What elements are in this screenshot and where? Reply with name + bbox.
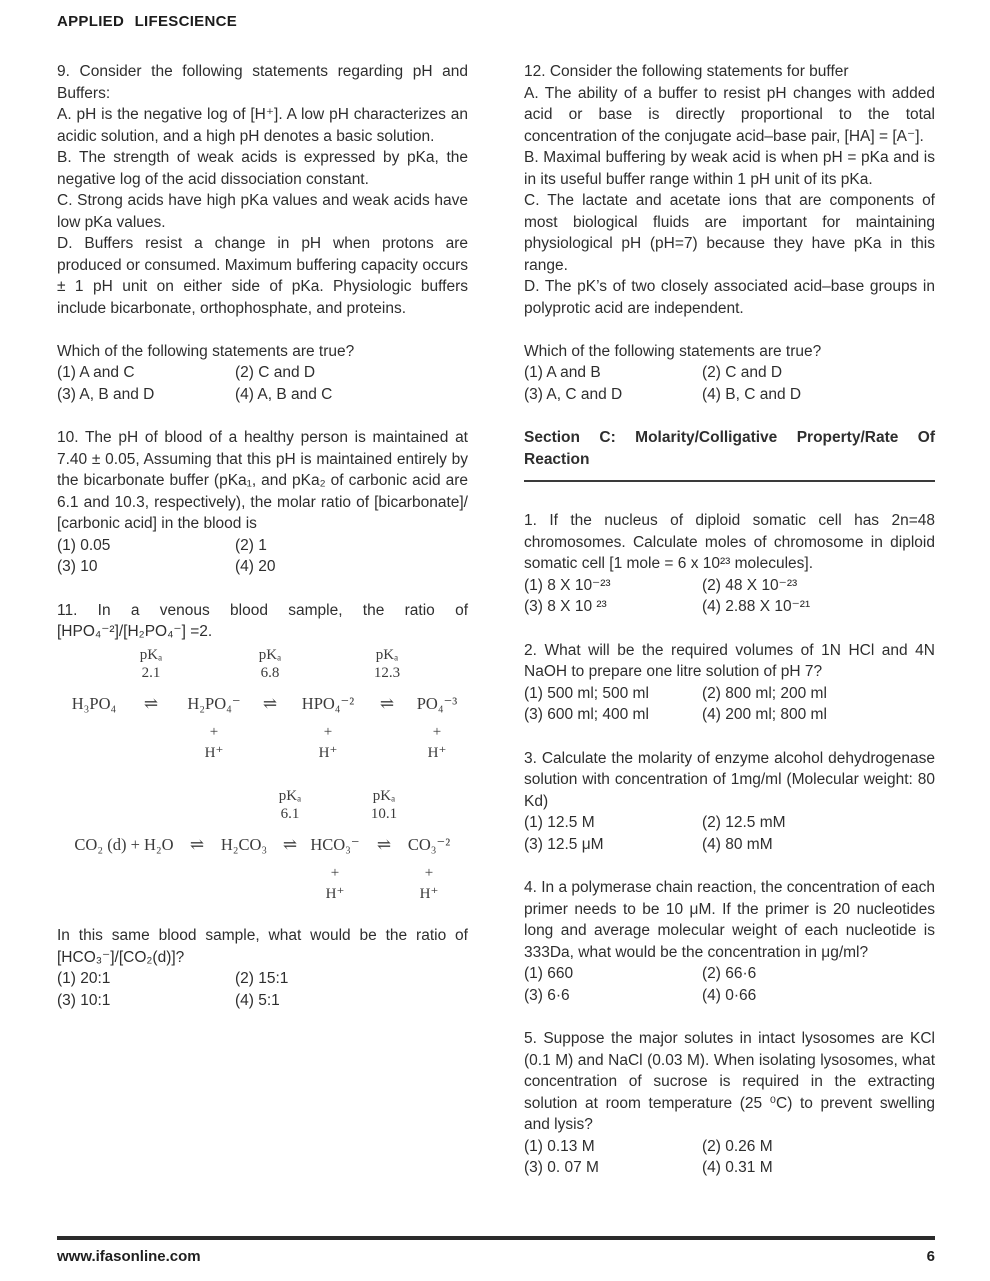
question-11-options <box>57 968 468 1011</box>
option: (1) 500 ml; 500 ml <box>524 684 649 702</box>
equilibrium-arrow: ⇌ <box>143 693 159 714</box>
pk-block <box>125 646 177 692</box>
pk-block <box>367 646 407 692</box>
question-10-options <box>57 535 468 578</box>
option: (3) 8 X 10 ²³ <box>524 598 607 615</box>
plus-sign: + <box>432 723 442 740</box>
option: (3) A, C and D <box>524 385 623 403</box>
question-12-intro: 12. Consider the following statements for buffer <box>524 63 849 80</box>
proton-label: H⁺ <box>325 885 345 902</box>
option: (4) 20 <box>235 558 276 575</box>
question-3-text: 3. Calculate the molarity of enzyme alcohol dehydrogenase solution with concentration of 1mg/ml (Molecular weight: 80 Kd) <box>524 749 935 810</box>
option: (1) 20:1 <box>57 970 111 987</box>
carbonate-equilibrium-scheme <box>69 787 468 904</box>
question-2 <box>524 640 935 726</box>
equilibrium-arrow: ⇌ <box>379 693 395 714</box>
option: (3) 12.5 μM <box>524 835 604 853</box>
question-4-options <box>524 963 935 1006</box>
footer-url: www.ifasonline.com <box>57 1248 201 1265</box>
question-9-statement-a: A. pH is the negative log of [H⁺]. A low pH characterizes an acidic solution, and a high pH denotes a basic solution. <box>57 106 468 145</box>
question-9-intro: 9. Consider the following statements regarding pH and Buffers: <box>57 63 468 102</box>
option: (2) C and D <box>702 364 783 381</box>
option: (1) A and C <box>57 364 135 381</box>
option: (2) 66·6 <box>702 965 757 982</box>
option: (1) A and B <box>524 364 601 381</box>
question-9-statement-b: B. The strength of weak acids is expressed by pKa, the negative log of the acid dissociation constant. <box>57 149 468 188</box>
option: (4) B, C and D <box>702 385 802 403</box>
content-columns <box>57 61 936 1201</box>
option: (1) 8 X 10⁻²³ <box>524 576 611 594</box>
question-11-intro: 11. In a venous blood sample, the ratio of [HPO₄⁻²]/[H₂PO₄⁻] =2. <box>57 601 468 640</box>
option: (2) C and D <box>235 364 316 381</box>
question-3 <box>524 748 935 856</box>
left-column <box>57 61 468 1201</box>
pk-label: pKₐ <box>372 787 396 804</box>
question-2-text: 2. What will be the required volumes of 1N HCl and 4N NaOH to prepare one litre solution of pH 7? <box>524 641 935 680</box>
pk-value: 6.1 <box>280 806 300 822</box>
pk-label: pKₐ <box>258 646 282 663</box>
question-4 <box>524 877 935 1006</box>
question-10 <box>57 427 468 578</box>
question-1-text: 1. If the nucleus of diploid somatic cell has 2n=48 chromosomes. Calculate moles of chromosome in diploid somatic cell [1 mole = 6 x 10²³ molecules]. <box>524 512 935 572</box>
chemical-species: HCO₃⁻ <box>310 834 360 854</box>
question-5-text: 5. Suppose the major solutes in intact lysosomes are KCl (0.1 M) and NaCl (0.03 M). When isolating lysosomes, what concentration of sucrose is required in the extracting solution at room temperature (25 ⁰C) to prevent swelling and lysis? <box>524 1030 935 1133</box>
chemical-species: CO₂ (d) + H₂O <box>74 834 174 854</box>
chemical-species: HPO₄⁻² <box>301 693 355 713</box>
question-2-options <box>524 683 935 726</box>
equilibrium-arrow: ⇌ <box>189 834 205 855</box>
option: (3) 10:1 <box>57 991 111 1009</box>
question-4-text: 4. In a polymerase chain reaction, the concentration of each primer needs to be 10 μM. If the primer is 20 nucleotides long and average molecular weight of each nucleotide is 333Da, what would be the concentration in μg/ml? <box>524 879 935 961</box>
question-1-options <box>524 575 935 618</box>
question-3-options <box>524 812 935 855</box>
page-footer <box>57 1248 935 1265</box>
plus-sign: + <box>330 864 340 881</box>
chemical-species: PO₄⁻³ <box>416 693 458 713</box>
question-11-prompt: In this same blood sample, what would be the ratio of [HCO₃⁻]/[CO₂(d)]? <box>57 927 468 966</box>
pk-label: pKₐ <box>139 646 163 663</box>
question-11 <box>57 600 468 1012</box>
question-10-text: 10. The pH of blood of a healthy person is maintained at 7.40 ± 0.05, Assuming that this pH is maintained entirely by the bicarbonate buffer (pKa₁, and pKa₂ of carbonic acid are 6.1 and 10.3, respectively), the molar ratio of [bicarbonate]/ [carbonic acid] in the blood is <box>57 429 468 532</box>
right-column <box>524 61 935 1201</box>
option: (4) 0·66 <box>702 986 757 1004</box>
proton-label: H⁺ <box>204 744 224 761</box>
plus-sign: + <box>424 864 434 881</box>
pk-value: 2.1 <box>141 665 161 681</box>
proton-label: H⁺ <box>318 744 338 761</box>
question-12-statement-b: B. Maximal buffering by weak acid is when pH = pKa and is in its useful buffer range within 1 pH unit of its pKa. <box>524 149 935 188</box>
option: (3) 6·6 <box>524 986 570 1004</box>
chemical-species: H₂CO₃ <box>220 834 268 854</box>
option: (1) 12.5 M <box>524 814 595 831</box>
pk-block <box>273 787 307 833</box>
question-12-statement-c: C. The lactate and acetate ions that are components of most biological fluids are important for maintaining physiological pH (pH=7) because they have pKa in this range. <box>524 192 935 274</box>
chemical-species: CO₃⁻² <box>407 834 451 854</box>
option: (2) 800 ml; 200 ml <box>702 684 827 702</box>
option: (3) A, B and D <box>57 385 155 403</box>
question-9-prompt: Which of the following statements are true? <box>57 342 355 360</box>
phosphate-equilibrium-scheme <box>63 646 468 763</box>
option: (3) 600 ml; 400 ml <box>524 706 649 723</box>
question-9-statement-c: C. Strong acids have high pKa values and weak acids have low pKa values. <box>57 192 468 231</box>
pk-label: pKₐ <box>375 646 399 663</box>
question-1 <box>524 510 935 618</box>
option: (2) 15:1 <box>235 970 289 987</box>
option: (2) 0.26 M <box>702 1137 773 1155</box>
option: (2) 12.5 mM <box>702 814 786 831</box>
question-12 <box>524 61 935 405</box>
question-9-statement-d: D. Buffers resist a change in pH when protons are produced or consumed. Maximum buffering capacity occurs ± 1 pH unit on either side of pKa. Physiologic buffers include bicarbonate, orthophosphate, and proteins. <box>57 235 468 317</box>
chemical-species: H₃PO₄ <box>71 693 117 713</box>
question-5-options <box>524 1136 935 1179</box>
proton-label: H⁺ <box>427 744 447 761</box>
page-number: 6 <box>926 1248 935 1265</box>
option: (3) 0. 07 M <box>524 1159 599 1176</box>
plus-sign: + <box>209 723 219 740</box>
option: (1) 0.05 <box>57 536 111 554</box>
question-12-options <box>524 362 935 405</box>
equilibrium-arrow: ⇌ <box>282 834 298 855</box>
question-5 <box>524 1028 935 1179</box>
proton-label: H⁺ <box>419 885 439 902</box>
plus-sign: + <box>323 723 333 740</box>
page-title: APPLIED LIFESCIENCE <box>57 13 238 30</box>
question-12-statement-d: D. The pK’s of two closely associated acid–base groups in polyprotic acid are independent. <box>524 278 935 317</box>
pk-value: 12.3 <box>373 665 401 681</box>
pk-label: pKₐ <box>278 787 302 804</box>
question-12-prompt: Which of the following statements are true? <box>524 342 822 360</box>
equilibrium-arrow: ⇌ <box>376 834 392 855</box>
option: (4) 0.31 M <box>702 1159 773 1176</box>
question-9 <box>57 61 468 405</box>
option: (4) 2.88 X 10⁻²¹ <box>702 598 811 615</box>
question-12-statement-a: A. The ability of a buffer to resist pH changes with added acid or base is directly proportional to the total concentration of the conjugate acid–base pair, [HA] = [A⁻]. <box>524 84 935 145</box>
chemical-species: H₂PO₄⁻ <box>187 693 241 713</box>
option: (3) 10 <box>57 558 98 575</box>
option: (4) 80 mM <box>702 835 773 853</box>
pk-block <box>363 787 405 833</box>
pk-block <box>251 646 289 692</box>
option: (2) 1 <box>235 536 267 554</box>
option: (2) 48 X 10⁻²³ <box>702 576 798 594</box>
pk-value: 10.1 <box>370 806 398 822</box>
option: (1) 660 <box>524 965 574 982</box>
footer-divider <box>57 1236 935 1240</box>
option: (4) 5:1 <box>235 991 280 1009</box>
option: (4) 200 ml; 800 ml <box>702 706 827 723</box>
pk-value: 6.8 <box>260 665 280 681</box>
option: (4) A, B and C <box>235 385 333 403</box>
question-9-options <box>57 362 468 405</box>
section-c-heading: Section C: Molarity/Colligative Property/Rate Of Reaction <box>524 427 935 482</box>
option: (1) 0.13 M <box>524 1137 595 1155</box>
equilibrium-arrow: ⇌ <box>262 693 278 714</box>
